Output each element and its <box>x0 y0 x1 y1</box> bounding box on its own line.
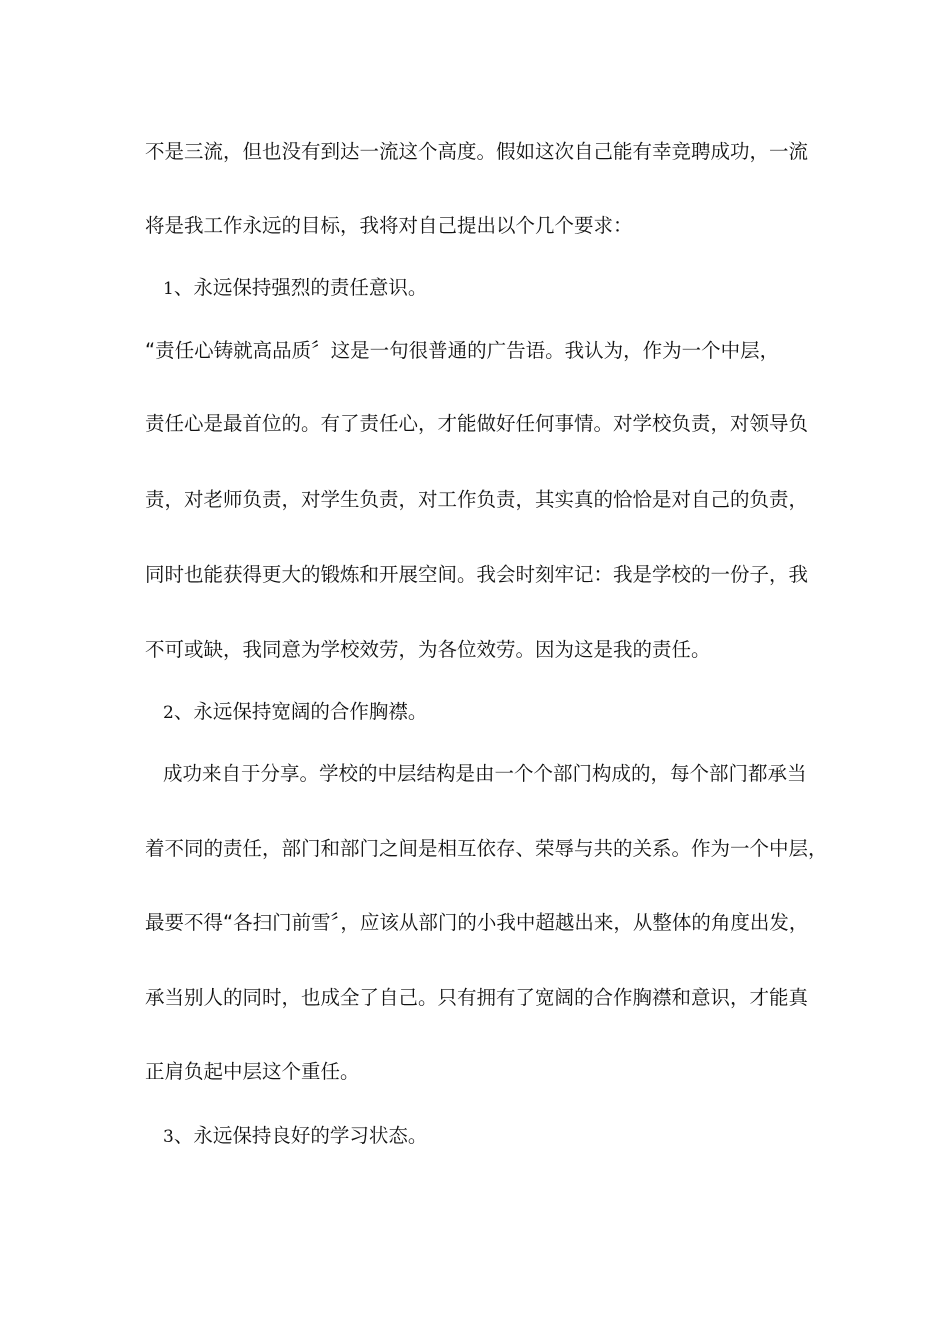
paragraph-line: 不可或缺，我同意为学校效劳，为各位效劳。因为这是我的责任。 <box>145 638 711 661</box>
paragraph-line: 责任心是最首位的。有了责任心，才能做好任何事情。对学校负责，对领导负 <box>145 412 809 435</box>
paragraph-line: 责，对老师负责，对学生负责，对工作负责，其实真的恰恰是对自己的负责， <box>145 488 809 511</box>
paragraph-line: 承当别人的同时，也成全了自己。只有拥有了宽阔的合作胸襟和意识，才能真 <box>145 986 809 1009</box>
paragraph-line: 最要不得“各扫门前雪〞，应该从部门的小我中超越出来，从整体的角度出发， <box>145 911 809 934</box>
paragraph-line: 同时也能获得更大的锻炼和开展空间。我会时刻牢记：我是学校的一份子，我 <box>145 563 809 586</box>
paragraph-line: 成功来自于分享。学校的中层结构是由一个个部门构成的，每个部门都承当 <box>163 762 807 785</box>
section-number: 2 <box>163 703 174 723</box>
section-number: 3 <box>163 1127 174 1147</box>
paragraph-line: 不是三流，但也没有到达一流这个高度。假如这次自己能有幸竞聘成功，一流 <box>145 140 809 163</box>
section-heading-text: 、永远保持良好的学习状态。 <box>173 1124 428 1147</box>
section-number: 1 <box>163 279 174 299</box>
paragraph-line: 着不同的责任，部门和部门之间是相互依存、荣辱与共的关系。作为一个中层， <box>145 837 828 860</box>
section-heading-text: 、永远保持强烈的责任意识。 <box>173 276 428 299</box>
paragraph-line: “责任心铸就高品质〞这是一句很普通的广告语。我认为，作为一个中层， <box>145 339 780 362</box>
section-heading-2 <box>163 699 833 726</box>
section-heading-text: 、永远保持宽阔的合作胸襟。 <box>173 700 428 723</box>
section-heading-1 <box>163 275 833 302</box>
section-heading-3 <box>163 1123 833 1150</box>
paragraph-line: 将是我工作永远的目标，我将对自己提出以个几个要求： <box>145 214 633 237</box>
paragraph-line: 正肩负起中层这个重任。 <box>145 1060 360 1083</box>
